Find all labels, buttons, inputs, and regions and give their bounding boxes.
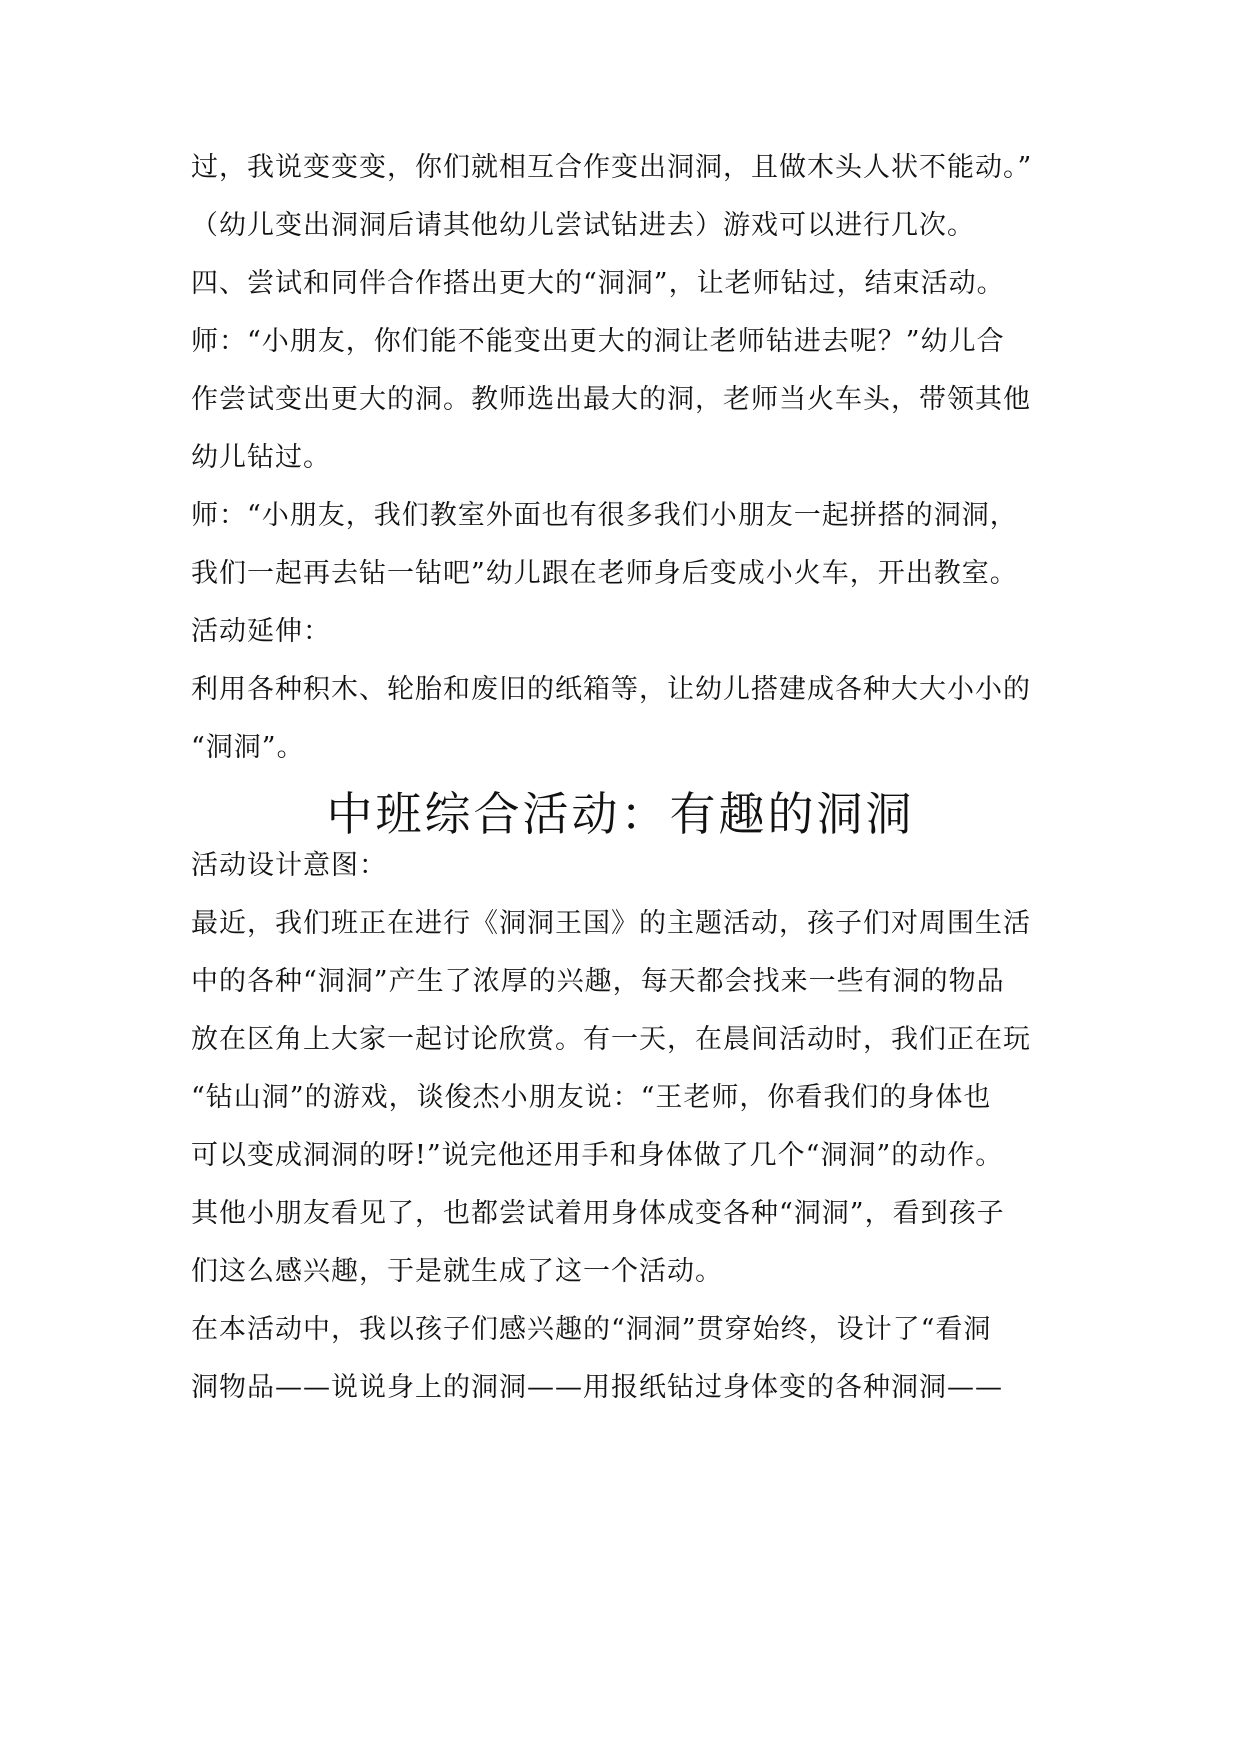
paragraph-line: 放在区角上大家一起讨论欣赏。有一天，在晨间活动时，我们正在玩 (191, 1024, 1031, 1055)
paragraph-line: 其他小朋友看见了，也都尝试着用身体成变各种“洞洞”，看到孩子 (191, 1198, 1005, 1229)
paragraph-line: 师：“小朋友，你们能不能变出更大的洞让老师钻进去呢？”幼儿合 (191, 326, 1005, 357)
paragraph-line: 我们一起再去钻一钻吧”幼儿跟在老师身后变成小火车，开出教室。 (191, 558, 1018, 589)
paragraph-line: 四、尝试和同伴合作搭出更大的“洞洞”，让老师钻过，结束活动。 (191, 268, 1005, 299)
paragraph-line: 在本活动中，我以孩子们感兴趣的“洞洞”贯穿始终，设计了“看洞 (191, 1314, 992, 1345)
paragraph-line: 利用各种积木、轮胎和废旧的纸箱等，让幼儿搭建成各种大大小小的 (191, 674, 1031, 705)
paragraph-line: “钻山洞”的游戏，谈俊杰小朋友说：“王老师，你看我们的身体也 (191, 1082, 992, 1113)
paragraph-line: 作尝试变出更大的洞。教师选出最大的洞，老师当火车头，带领其他 (191, 384, 1031, 415)
paragraph-line: 可以变成洞洞的呀!”说完他还用手和身体做了几个“洞洞”的动作。 (191, 1140, 1004, 1171)
paragraph-line: 们这么感兴趣，于是就生成了这一个活动。 (191, 1256, 723, 1287)
paragraph-line: 过，我说变变变，你们就相互合作变出洞洞，且做木头人状不能动。” (191, 152, 1033, 183)
paragraph-line: （幼儿变出洞洞后请其他幼儿尝试钻进去）游戏可以进行几次。 (191, 210, 975, 241)
paragraph-line: 师：“小朋友，我们教室外面也有很多我们小朋友一起拼搭的洞洞， (191, 500, 1018, 531)
document-title: 中班综合活动：有趣的洞洞 (326, 787, 915, 841)
paragraph-line: 洞物品——说说身上的洞洞——用报纸钻过身体变的各种洞洞—— (191, 1372, 1003, 1403)
paragraph-line: 最近，我们班正在进行《洞洞王国》的主题活动，孩子们对周围生活 (191, 908, 1031, 939)
paragraph-line: 幼儿钻过。 (191, 442, 331, 473)
section-heading: 活动设计意图： (191, 850, 387, 881)
paragraph-line: 中的各种“洞洞”产生了浓厚的兴趣，每天都会找来一些有洞的物品 (191, 966, 1005, 997)
section-heading: 活动延伸： (191, 616, 331, 647)
paragraph-line: “洞洞”。 (191, 732, 305, 763)
